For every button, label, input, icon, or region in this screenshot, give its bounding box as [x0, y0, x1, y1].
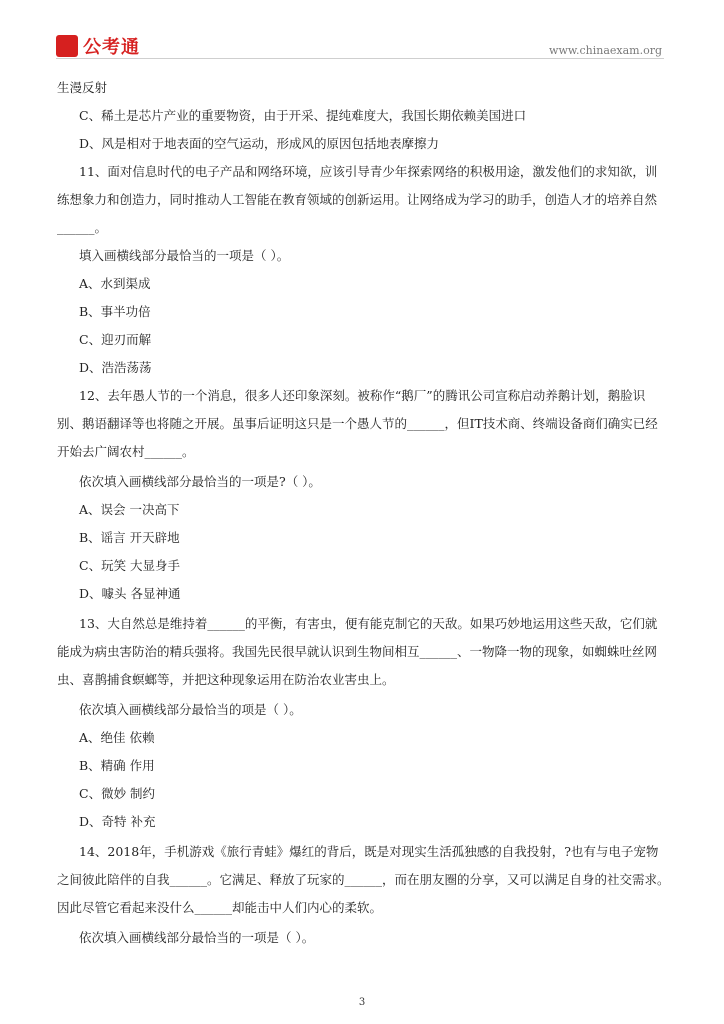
- logo-text: 公考通: [83, 37, 140, 58]
- text-line: D、浩浩荡荡: [79, 360, 152, 375]
- text-line: 之间彼此陪伴的自我______。它满足、释放了玩家的______，而在朋友圈的分享，又可以满足自身的社交需求。: [57, 872, 670, 887]
- text-line: ______。: [57, 220, 108, 235]
- site-url: www.chinaexam.org: [549, 44, 662, 57]
- text-line: 12、去年愚人节的一个消息，很多人还印象深刻。被称作“鹅厂”的腾讯公司宣称启动养鹅计划，鹅脸识: [79, 388, 646, 403]
- text-line: 13、大自然总是维持着______的平衡，有害虫，便有能克制它的天敌。如果巧妙地运用这些天敌，它们就: [79, 616, 658, 631]
- text-line: B、精确 作用: [79, 758, 155, 773]
- page-number: 3: [358, 997, 366, 1008]
- logo-badge-icon: [56, 35, 78, 57]
- text-line: 练想象力和创造力，同时推动人工智能在教育领域的创新运用。让网络成为学习的助手，创造人才的培养自然: [57, 192, 658, 207]
- text-line: 14、2018年，手机游戏《旅行青蛙》爆红的背后，既是对现实生活孤独感的自我投射，?也有与电子宠物: [79, 844, 659, 859]
- text-line: D、奇特 补充: [79, 814, 156, 829]
- header-divider: [56, 58, 664, 59]
- text-line: D、噱头 各显神通: [79, 586, 181, 601]
- text-line: 依次填入画横线部分最恰当的项是（ ）。: [79, 702, 302, 717]
- text-line: C、微妙 制约: [79, 786, 156, 801]
- text-line: 依次填入画横线部分最恰当的一项是（ ）。: [79, 930, 315, 945]
- page-header: [56, 34, 664, 62]
- text-line: 依次填入画横线部分最恰当的一项是?（ ）。: [79, 474, 321, 489]
- text-line: 开始去广阔农村______。: [57, 444, 195, 459]
- text-line: B、谣言 开天辟地: [79, 530, 180, 545]
- text-line: 因此尽管它看起来没什么______却能击中人们内心的柔软。: [57, 900, 383, 915]
- text-line: C、玩笑 大显身手: [79, 558, 181, 573]
- text-line: C、稀土是芯片产业的重要物资，由于开采、提纯难度大，我国长期依赖美国进口: [79, 108, 527, 123]
- text-line: 11、面对信息时代的电子产品和网络环境，应该引导青少年探索网络的积极用途，激发他们的求知欲，训: [79, 164, 658, 179]
- text-line: 别、鹅语翻译等也将随之开展。虽事后证明这只是一个愚人节的______，但IT技术商、终端设备商们确实已经: [57, 416, 658, 431]
- text-line: 虫、喜鹊捕食螟螂等，并把这种现象运用在防治农业害虫上。: [57, 672, 395, 687]
- text-line: 生漫反射: [57, 80, 108, 95]
- text-line: A、误会 一决高下: [79, 502, 180, 517]
- text-line: 填入画横线部分最恰当的一项是（ ）。: [79, 248, 290, 263]
- text-line: D、风是相对于地表面的空气运动，形成风的原因包括地表摩擦力: [79, 136, 440, 151]
- text-line: C、迎刃而解: [79, 332, 152, 347]
- text-line: B、事半功倍: [79, 304, 151, 319]
- text-line: A、绝佳 依赖: [79, 730, 155, 745]
- logo: [56, 34, 140, 58]
- text-line: 能成为病虫害防治的精兵强将。我国先民很早就认识到生物间相互______、一物降一物的现象，如蜘蛛吐丝网: [57, 644, 658, 659]
- text-line: A、水到渠成: [79, 276, 151, 291]
